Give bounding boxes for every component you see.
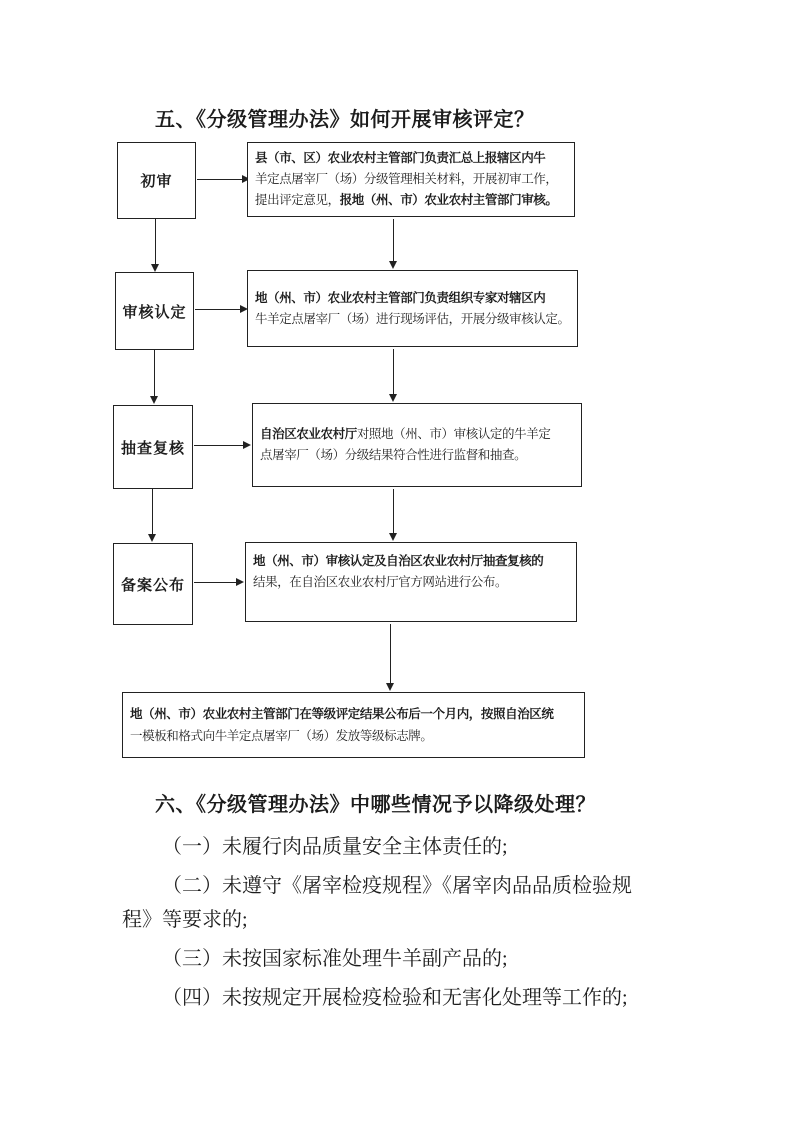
- flow-step2-desc-line1: 地（州、市）农业农村主管部门负责组织专家对辖区内: [255, 290, 546, 305]
- flow-step3-desc-line2: 点屠宰厂（场）分级结果符合性进行监督和抽查。: [260, 448, 527, 462]
- flow-step1-desc-line3: 提出评定意见，报地（州、市）农业农村主管部门审核。: [255, 193, 558, 207]
- flow-step1-desc-line2: 羊定点屠宰厂（场）分级管理相关材料，开展初审工作，: [255, 172, 558, 186]
- flow-step1-desc-box: [247, 142, 575, 217]
- flow-step4-label: 备案公布: [120, 577, 185, 594]
- flow-final-note-box: [122, 692, 585, 758]
- flow-step4-desc-line1: 地（州、市）审核认定及自治区农业农村厅抽查复核的: [253, 554, 544, 568]
- flow-step2-desc-line2: 牛羊定点屠宰厂（场）进行现场评估，开展分级审核认定。: [255, 311, 570, 326]
- flow-step3-desc-box: [252, 403, 582, 487]
- flow-step1-desc-line1: 县（市、区）农业农村主管部门负责汇总上报辖区内牛: [255, 151, 546, 165]
- arrow-down-left-2: [154, 350, 155, 397]
- arrow-down-right-2: [393, 349, 394, 395]
- flow-step4-desc-box: [245, 542, 577, 622]
- flow-step2-label: 审核认定: [122, 304, 187, 321]
- flow-final-note-line2: 一模板和格式向牛羊定点屠宰厂（场）发放等级标志牌。: [130, 729, 433, 743]
- flow-step1-label-box: [117, 142, 196, 219]
- downgrade-item-4: （四）未按规定开展检疫检验和无害化处理等工作的;: [162, 987, 628, 1009]
- arrow-down-right-3: [393, 489, 394, 534]
- flow-step4-desc-line2: 结果，在自治区农业农村厅官方网站进行公布。: [253, 575, 508, 589]
- arrow-down-left-3: [152, 489, 153, 535]
- flow-step4-label-box: [113, 543, 193, 625]
- downgrade-item-2: （二）未遵守《屠宰检疫规程》《屠宰肉品品质检验规 程》等要求的;: [122, 875, 632, 931]
- flow-step3-desc-line1: 自治区农业农村厅对照地（州、市）审核认定的牛羊定: [260, 427, 551, 441]
- arrow-right-step2: [195, 309, 241, 310]
- downgrade-item-3: （三）未按国家标准处理牛羊副产品的;: [162, 948, 508, 970]
- flow-final-note-line1: 地（州、市）农业农村主管部门在等级评定结果公布后一个月内，按照自治区统: [130, 707, 554, 721]
- arrow-right-step4: [194, 582, 237, 583]
- section5-heading: 五、《分级管理办法》如何开展审核评定？: [155, 109, 535, 131]
- arrow-down-final: [390, 624, 391, 684]
- arrow-down-right-1: [393, 219, 394, 262]
- flow-step3-label: 抽查复核: [120, 440, 185, 457]
- arrow-right-step3: [194, 445, 244, 446]
- section6-heading: 六、《分级管理办法》中哪些情况予以降级处理？: [155, 794, 596, 816]
- arrow-down-left-1: [155, 219, 156, 265]
- flow-step2-desc-box: [247, 270, 578, 347]
- flow-step2-label-box: [115, 272, 194, 350]
- section6-list: [122, 830, 712, 1020]
- flow-step3-label-box: [113, 405, 193, 489]
- flow-step1-label: 初审: [140, 174, 173, 190]
- downgrade-item-1: （一）未履行肉品质量安全主体责任的;: [162, 836, 508, 858]
- arrow-right-step1: [197, 179, 243, 180]
